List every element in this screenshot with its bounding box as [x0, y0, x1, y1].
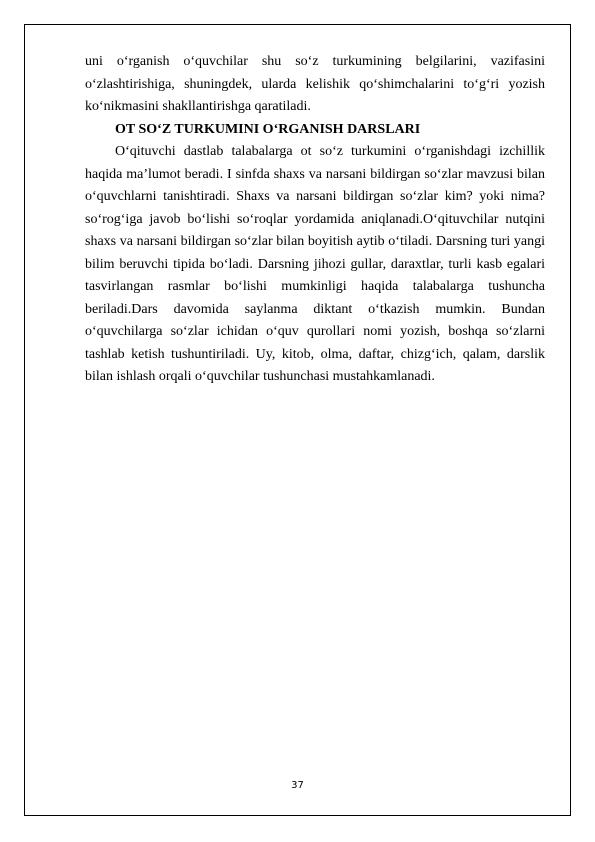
page-number: 37	[291, 780, 304, 791]
continuation-paragraph: uni o‘rganish o‘quvchilar shu so‘z turkumining belgilarini, vazifasini o‘zlashtirishiga, shuningdek, ularda kelishik qo‘shimchalarini to‘g‘ri yozish ko‘nikmasini shakllantirishga qaratiladi.	[85, 54, 545, 114]
body-paragraph: O‘qituvchi dastlab talabalarga ot so‘z turkumini o‘rganishdagi izchillik haqida ma’lumot beradi. I sinfda shaxs va narsani bildirgan so‘zlar mavzusi bilan o‘quvchlarni tanishtiradi. Shaxs va narsani bildirgan so‘zlar kim? yoki nima? so‘rog‘iga javob bo‘lishi so‘roqlar yordamida aniqlanadi.O‘qituvchilar nutqini shaxs va narsani bildirgan so‘zlar bilan boyitish aytib o‘tiladi. Darsning turi yangi bilim beruvchi tipida bo‘ladi. Darsning jihozi gullar, daraxtlar, turli kasb egalari tasvirlangan rasmlar bo‘lishi mumkinligi haqida talabalarga tushuncha beriladi.Dars davomida saylanma diktant o‘tkazish mumkin. Bundan o‘quvchilarga so‘zlar ichidan o‘quv qurollari nomi yozish, boshqa so‘zlarni tashlab ketish tushuntiriladi. Uy, kitob, olma, daftar, chizg‘ich, qalam, darslik bilan ishlash orqali o‘quvchilar tushunchasi mustahkamlanadi.	[85, 144, 545, 384]
page-content	[85, 51, 545, 389]
section-heading: OT SO‘Z TURKUMINI O‘RGANISH DARSLARI	[115, 121, 421, 137]
